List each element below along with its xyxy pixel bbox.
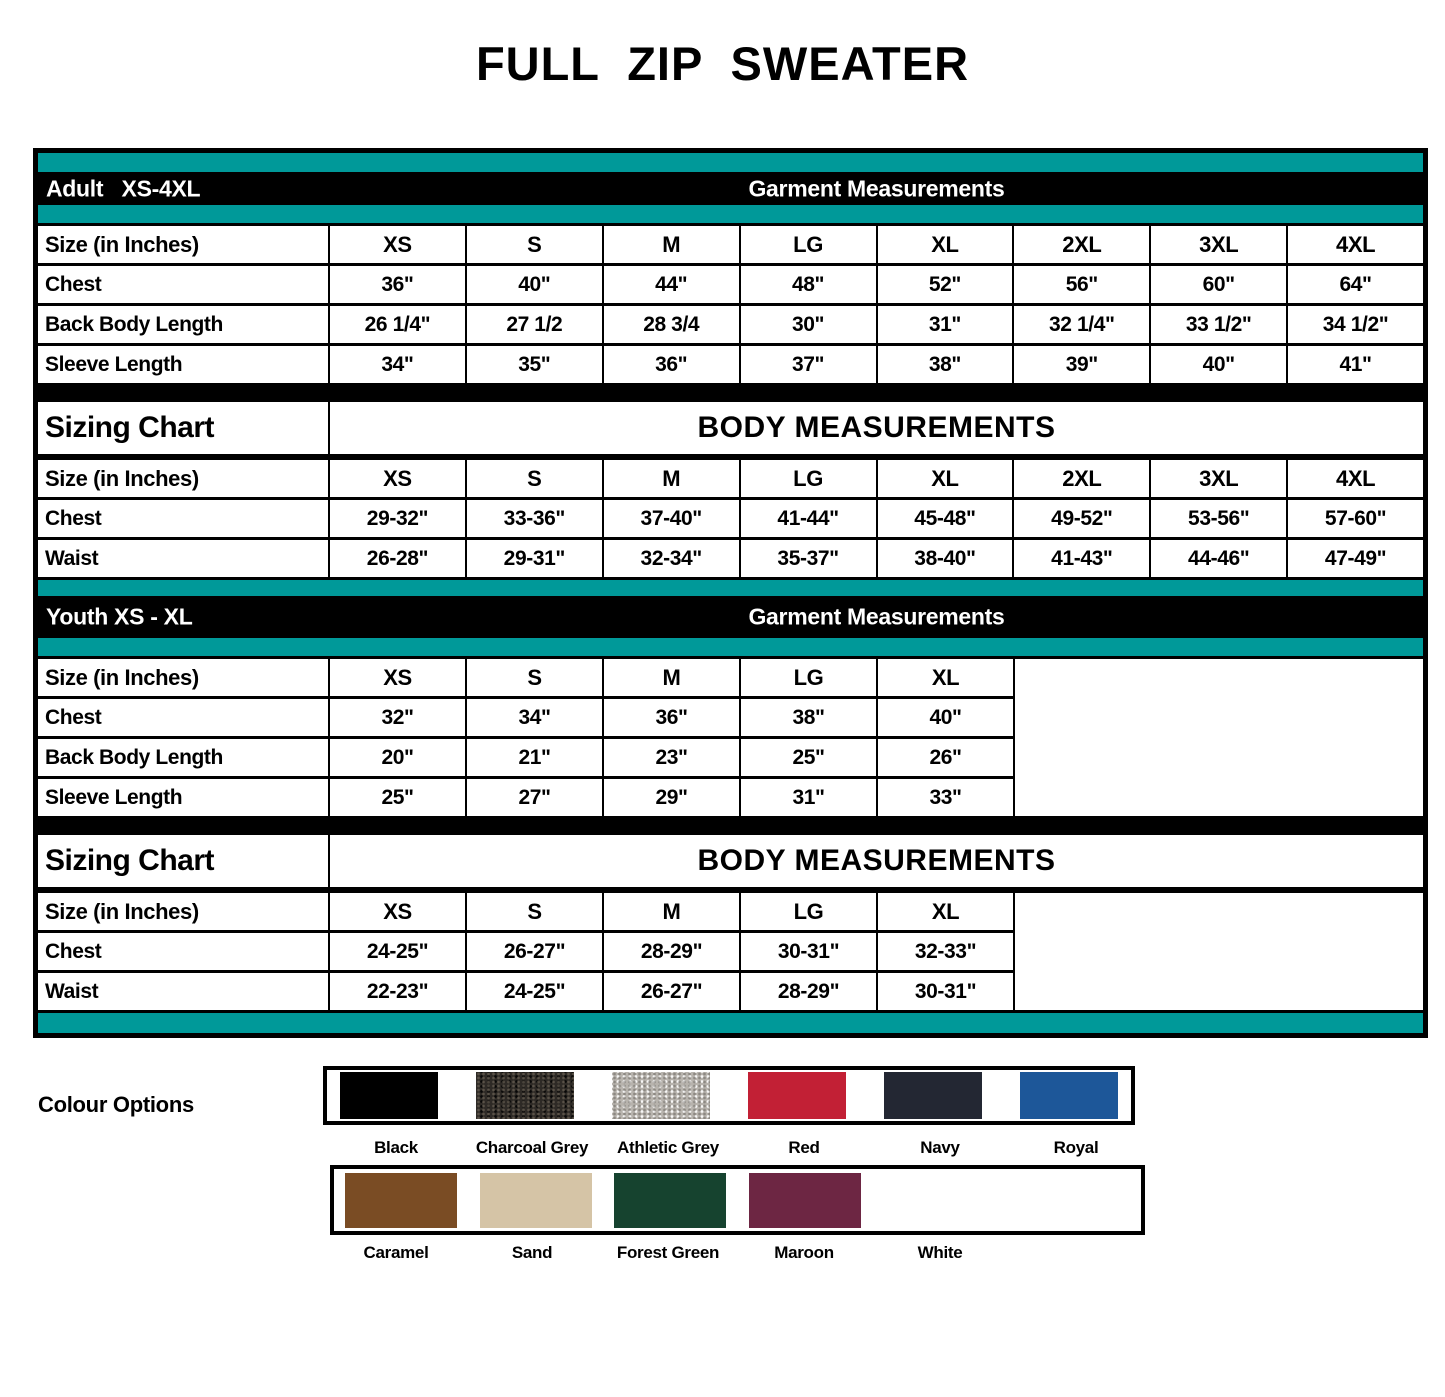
- page-title: FULL ZIP SWEATER: [475, 37, 970, 90]
- youth-body-grid: [38, 890, 1423, 1013]
- swatch-white: [883, 1173, 995, 1228]
- table-cell: 40": [878, 699, 1013, 736]
- table-cell: 36": [330, 266, 465, 303]
- table-cell: 34 1/2": [1288, 306, 1423, 343]
- table-cell: 32-34": [604, 540, 739, 577]
- table-cell: 35-37": [741, 540, 876, 577]
- row-label: Sleeve Length: [38, 779, 328, 816]
- row-label: Size (in Inches): [38, 893, 328, 930]
- colour-swatch-box-1: [323, 1066, 1135, 1125]
- adult-garment-header: [38, 172, 1423, 205]
- colour-label: Black: [374, 1138, 418, 1157]
- size-header: S: [467, 460, 602, 497]
- table-cell: 24-25": [330, 933, 465, 970]
- colour-label: White: [917, 1243, 963, 1262]
- table-cell: 29-31": [467, 540, 602, 577]
- table-cell: 33": [878, 779, 1013, 816]
- teal-bar: [38, 638, 1423, 656]
- table-cell: 26 1/4": [330, 306, 465, 343]
- swatch-navy: [884, 1072, 982, 1119]
- table-cell: 33-36": [467, 500, 602, 537]
- row-label: Chest: [38, 266, 328, 303]
- body-measurements-label: BODY MEASUREMENTS: [330, 402, 1423, 454]
- table-cell: 33 1/2": [1151, 306, 1286, 343]
- teal-bar: [38, 1013, 1423, 1033]
- youth-garment-header: [38, 596, 1423, 638]
- table-cell: 48": [741, 266, 876, 303]
- empty-cell: [1015, 659, 1423, 816]
- size-header: XS: [330, 226, 465, 263]
- size-header: XL: [878, 226, 1013, 263]
- table-cell: 29": [604, 779, 739, 816]
- table-cell: 37-40": [604, 500, 739, 537]
- colour-options-label: Colour Options: [38, 1092, 194, 1117]
- swatch-black: [340, 1072, 438, 1119]
- adult-section-label: Adult XS-4XL: [46, 175, 201, 201]
- table-cell: 25": [741, 739, 876, 776]
- size-header: 4XL: [1288, 460, 1423, 497]
- row-label: Chest: [38, 933, 328, 970]
- table-cell: 36": [604, 346, 739, 383]
- table-cell: 38-40": [878, 540, 1013, 577]
- table-cell: 34": [467, 699, 602, 736]
- table-cell: 31": [741, 779, 876, 816]
- sizing-chart-label: Sizing Chart: [38, 835, 328, 887]
- table-cell: 44": [604, 266, 739, 303]
- swatch-charcoal-grey: [476, 1072, 574, 1119]
- swatch-red: [748, 1072, 846, 1119]
- adult-garment-header-label: Garment Measurements: [748, 175, 1005, 201]
- adult-body-grid: [38, 457, 1423, 580]
- table-cell: 60": [1151, 266, 1286, 303]
- table-cell: 30-31": [878, 973, 1013, 1010]
- table-cell: 31": [878, 306, 1013, 343]
- swatch-sand: [480, 1173, 592, 1228]
- table-cell: 22-23": [330, 973, 465, 1010]
- colour-label: Royal: [1053, 1138, 1099, 1157]
- table-cell: 34": [330, 346, 465, 383]
- row-label: Waist: [38, 540, 328, 577]
- swatch-royal: [1020, 1072, 1118, 1119]
- table-cell: 57-60": [1288, 500, 1423, 537]
- row-label: Back Body Length: [38, 306, 328, 343]
- adult-body-title-row: [38, 399, 1423, 457]
- size-header: S: [467, 659, 602, 696]
- size-header: XS: [330, 659, 465, 696]
- row-label: Back Body Length: [38, 739, 328, 776]
- size-header: 2XL: [1014, 226, 1149, 263]
- table-cell: 41": [1288, 346, 1423, 383]
- table-cell: 26-27": [604, 973, 739, 1010]
- size-header: XS: [330, 893, 465, 930]
- colour-label: Forest Green: [616, 1243, 720, 1262]
- table-cell: 30": [741, 306, 876, 343]
- size-header: XL: [878, 893, 1013, 930]
- size-header: M: [604, 460, 739, 497]
- table-cell: 24-25": [467, 973, 602, 1010]
- table-cell: 28-29": [741, 973, 876, 1010]
- youth-garment-header-label: Garment Measurements: [748, 603, 1005, 630]
- size-header: LG: [741, 226, 876, 263]
- row-label: Size (in Inches): [38, 659, 328, 696]
- row-label: Chest: [38, 500, 328, 537]
- colour-label: Navy: [920, 1138, 960, 1157]
- youth-section-label: Youth XS - XL: [46, 603, 193, 630]
- table-cell: 26-28": [330, 540, 465, 577]
- swatch-athletic-grey: [612, 1072, 710, 1119]
- colour-label: Caramel: [363, 1243, 429, 1262]
- table-cell: 53-56": [1151, 500, 1286, 537]
- table-cell: 44-46": [1151, 540, 1286, 577]
- youth-body-title-row: [38, 832, 1423, 890]
- table-cell: 36": [604, 699, 739, 736]
- swatch-caramel: [345, 1173, 457, 1228]
- empty-cell: [1015, 893, 1423, 1010]
- row-label: Size (in Inches): [38, 460, 328, 497]
- colour-label: Red: [788, 1138, 820, 1157]
- colour-label: Sand: [511, 1243, 553, 1262]
- black-separator: [38, 819, 1423, 832]
- table-cell: 26": [878, 739, 1013, 776]
- colour-label: Maroon: [774, 1243, 834, 1262]
- table-cell: 47-49": [1288, 540, 1423, 577]
- table-cell: 26-27": [467, 933, 602, 970]
- row-label: Waist: [38, 973, 328, 1010]
- colour-label: Charcoal Grey: [475, 1138, 589, 1157]
- table-cell: 28 3/4: [604, 306, 739, 343]
- table-cell: 35": [467, 346, 602, 383]
- size-header: XS: [330, 460, 465, 497]
- size-header: LG: [741, 659, 876, 696]
- table-cell: 29-32": [330, 500, 465, 537]
- table-cell: 28-29": [604, 933, 739, 970]
- row-label: Sleeve Length: [38, 346, 328, 383]
- size-header: XL: [878, 460, 1013, 497]
- size-header: S: [467, 226, 602, 263]
- table-cell: 37": [741, 346, 876, 383]
- swatch-forest-green: [614, 1173, 726, 1228]
- table-cell: 49-52": [1014, 500, 1149, 537]
- sizing-chart-label: Sizing Chart: [38, 402, 328, 454]
- swatch-maroon: [749, 1173, 861, 1228]
- table-cell: 27 1/2: [467, 306, 602, 343]
- table-cell: 39": [1014, 346, 1149, 383]
- table-cell: 32": [330, 699, 465, 736]
- table-cell: 32 1/4": [1014, 306, 1149, 343]
- table-cell: 30-31": [741, 933, 876, 970]
- size-header: XL: [878, 659, 1013, 696]
- teal-bar: [38, 205, 1423, 223]
- table-cell: 21": [467, 739, 602, 776]
- table-cell: 27": [467, 779, 602, 816]
- table-cell: 41-43": [1014, 540, 1149, 577]
- colour-labels-row-2: [328, 1243, 1144, 1263]
- table-cell: 40": [1151, 346, 1286, 383]
- table-cell: 25": [330, 779, 465, 816]
- table-cell: 23": [604, 739, 739, 776]
- table-cell: 40": [467, 266, 602, 303]
- table-cell: 32-33": [878, 933, 1013, 970]
- black-separator: [38, 386, 1423, 399]
- size-header: LG: [741, 893, 876, 930]
- table-cell: 52": [878, 266, 1013, 303]
- table-cell: 20": [330, 739, 465, 776]
- size-header: 2XL: [1014, 460, 1149, 497]
- size-header: M: [604, 659, 739, 696]
- size-chart-table: [33, 148, 1428, 1038]
- size-header: 4XL: [1288, 226, 1423, 263]
- row-label: Size (in Inches): [38, 226, 328, 263]
- youth-garment-grid: [38, 656, 1423, 819]
- table-cell: 38": [741, 699, 876, 736]
- table-cell: 45-48": [878, 500, 1013, 537]
- size-header: 3XL: [1151, 460, 1286, 497]
- table-cell: 38": [878, 346, 1013, 383]
- adult-garment-grid: [38, 223, 1423, 386]
- colour-label: Athletic Grey: [617, 1138, 719, 1157]
- body-measurements-label: BODY MEASUREMENTS: [330, 835, 1423, 887]
- colour-swatch-box-2: [330, 1165, 1145, 1235]
- size-header: M: [604, 226, 739, 263]
- teal-bar: [38, 153, 1423, 172]
- table-cell: 41-44": [741, 500, 876, 537]
- table-cell: 56": [1014, 266, 1149, 303]
- row-label: Chest: [38, 699, 328, 736]
- size-header: LG: [741, 460, 876, 497]
- size-header: S: [467, 893, 602, 930]
- colour-labels-row-1: [328, 1138, 1144, 1158]
- teal-bar: [38, 580, 1423, 596]
- table-cell: 64": [1288, 266, 1423, 303]
- size-header: M: [604, 893, 739, 930]
- size-header: 3XL: [1151, 226, 1286, 263]
